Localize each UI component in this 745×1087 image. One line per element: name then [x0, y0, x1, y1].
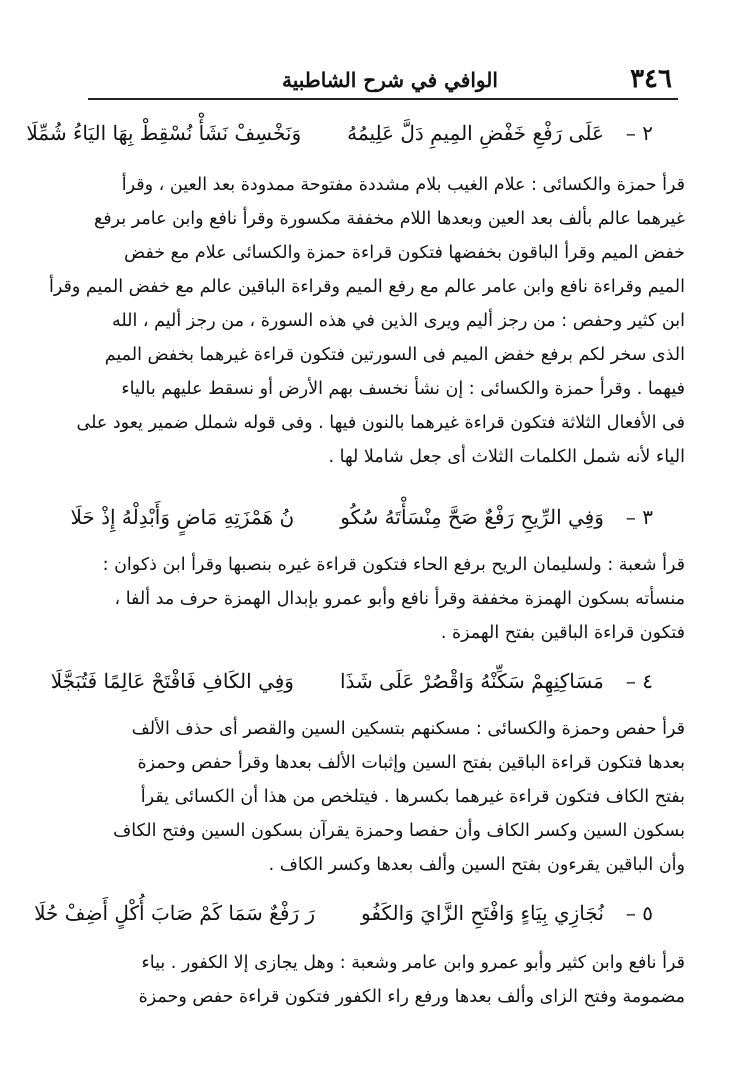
- text-line: بفتح الكاف فتكون قراءة غيرهما بكسرها . فيتلخص من هذا أن الكسائى يقرأ: [140, 787, 685, 807]
- verse-number: ٢ –: [625, 121, 653, 145]
- text-line: وأن الباقين يقرءون بفتح السين وألف بعدها وكسر الكاف .: [268, 855, 685, 875]
- verse-line: [50, 664, 653, 698]
- text-line: ابن كثير وحفص : من رجز أليم ويرى الذين في هذه السورة ، من رجز أليم ، الله: [111, 311, 685, 331]
- text-line: فى الأفعال الثلاثة فتكون قراءة غيرهما بالنون فيها . وفى قوله شملل ضمير يعود على: [76, 413, 685, 433]
- text-line: منسأته بسكون الهمزة مخففة وقرأ نافع وأبو عمرو بإبدال الهمزة حرف مد ألفا ،: [114, 589, 685, 609]
- text-line: الميم وقراءة نافع وابن عامر عالم مع رفع الميم وقراءة الباقين عالم مع خفض الميم وقرأ: [48, 277, 685, 297]
- commentary-paragraph: [60, 946, 685, 1014]
- verse-line: [60, 500, 653, 534]
- text-line: مضمومة وفتح الزاى وألف بعدها ورفع راء الكفور فتكون قراءة حفص وحمزة: [138, 987, 685, 1007]
- verse-hemistich-second: نُ هَمْزَتِهِ مَاضٍ وَأَبْدِلْهُ إِذْ حَلَا: [70, 505, 295, 529]
- verse-hemistich-second: وَنَخْسِفْ نَشَأْ نُسْقِطْ بِهَا اليَاءُ شُمِّلَا: [26, 121, 302, 145]
- verse-hemistich-second: رَ رَفْعٌ سَمَا كَمْ صَابَ أُكْلٍ أَضِفْ حُلَا: [34, 901, 316, 925]
- text-line: قرأ نافع وابن كثير وأبو عمرو وابن عامر وشعبة : وهل يجازى إلا الكفور . بياء: [141, 953, 685, 973]
- text-line: فيهما . وقرأ حمزة والكسائى : إن نشأ نخسف بهم الأرض أو نسقط عليهم بالياء: [121, 379, 685, 399]
- text-line: بعدها فتكون قراءة الباقين بفتح السين وإثبات الألف بعدها وقرأ حفص وحمزة: [137, 753, 685, 773]
- page-header: [92, 60, 672, 94]
- text-line: خفض الميم وقرأ الباقون بخفضها فتكون قراءة حمزة والكسائى علام مع خفض: [124, 243, 685, 263]
- verse-hemistich-first: نُجَازِي بِيَاءٍ وَافْتَحِ الزَّايَ وَالكَفُو: [361, 901, 604, 925]
- verse-line: [34, 896, 653, 930]
- text-line: قرأ حفص وحمزة والكسائى : مسكنهم بتسكين السين والقصر أى حذف الألف: [131, 719, 685, 739]
- text-line: فتكون قراءة الباقين بفتح الهمزة .: [440, 623, 685, 643]
- text-line: غيرهما عالم بألف بعد العين وبعدها اللام مخففة مكسورة وقرأ نافع وابن عامر برفع: [93, 209, 685, 229]
- verse-line: [26, 116, 653, 150]
- running-title: الوافي في شرح الشاطبية: [282, 68, 498, 92]
- text-line: الياء لأنه شمل الكلمات الثلاث أى جعل شاملا لها .: [328, 447, 685, 467]
- text-line: قرأ شعبة : ولسليمان الريح برفع الحاء فتكون قراءة غيره بنصبها وقرأ ابن ذكوان :: [102, 555, 685, 575]
- verse-number: ٤ –: [625, 669, 653, 693]
- verse-hemistich-first: عَلَى رَفْعِ خَفْضِ المِيمِ دَلَّ عَلِيمُهُ: [347, 121, 604, 145]
- text-line: الذى سخر لكم برفع خفض الميم فى السورتين فتكون قراءة غيرهما بخفض الميم: [104, 345, 685, 365]
- commentary-paragraph: [60, 712, 685, 882]
- commentary-paragraph: [48, 168, 685, 474]
- text-line: بسكون السين وكسر الكاف وأن حفصا وحمزة يقرآن بسكون السين وفتح الكاف: [113, 821, 685, 841]
- verse-hemistich-first: وَفِي الرِّيحِ رَفْعٌ صَحَّ مِنْسَأْتَهُ سُكُو: [340, 505, 604, 529]
- verse-hemistich-second: وَفِي الكَافِ فَافْتَحْ عَالِمًا فَتُبَجَّلَا: [50, 669, 294, 693]
- page-number: ٣٤٦: [630, 64, 672, 94]
- verse-hemistich-first: مَسَاكِنِهِمْ سَكِّنْهُ وَاقْصُرْ عَلَى شَذَا: [339, 669, 604, 693]
- commentary-paragraph: [60, 548, 685, 650]
- verse-number: ٣ –: [625, 505, 653, 529]
- header-rule: [88, 98, 678, 100]
- text-line: قرأ حمزة والكسائى : علام الغيب بلام مشددة مفتوحة ممدودة بعد العين ، وقرأ: [121, 175, 685, 195]
- verse-number: ٥ –: [625, 901, 653, 925]
